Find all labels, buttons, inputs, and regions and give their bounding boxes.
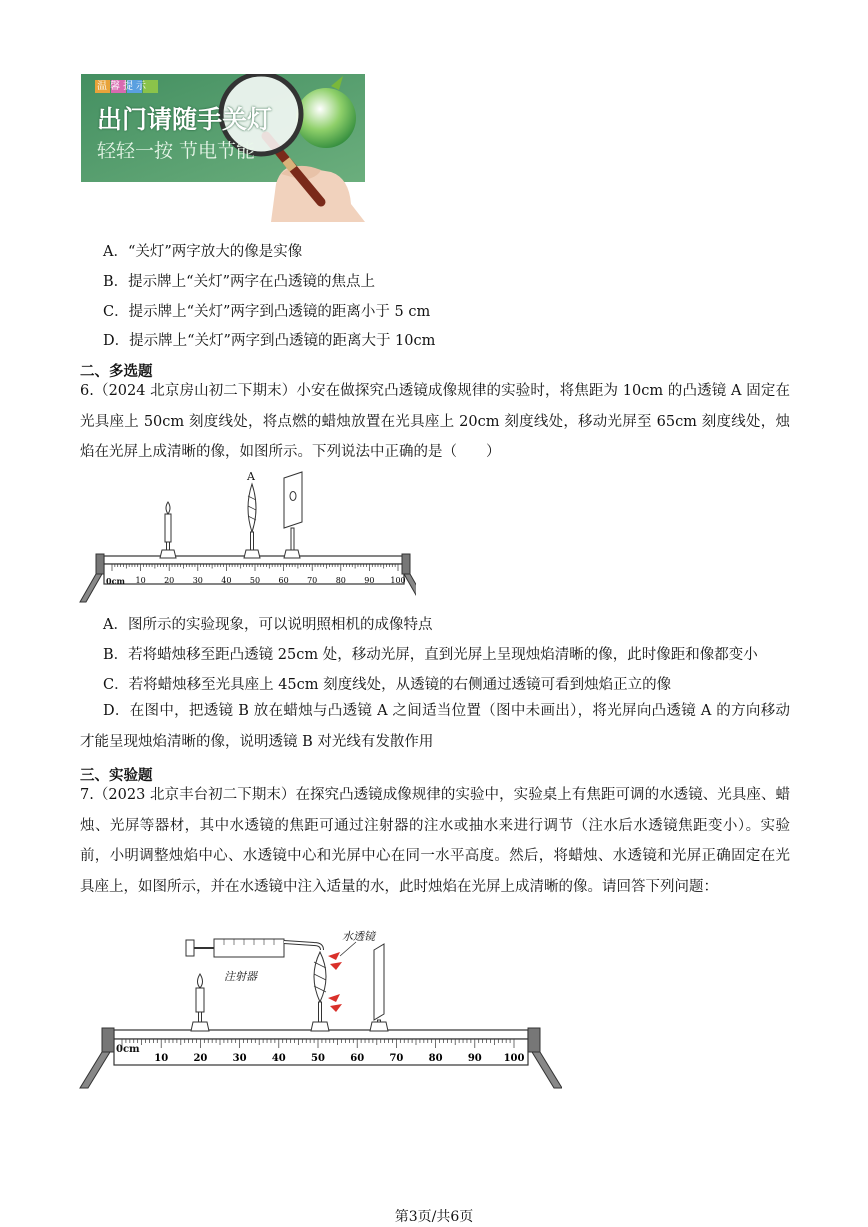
page-number: 第3页/共6页: [394, 1209, 474, 1225]
ruler-tick-label: 70: [307, 576, 318, 585]
q5-option-b: B．提示牌上“关灯”两字在凸透镜的焦点上: [103, 274, 375, 290]
q6-optical-bench-figure: [76, 466, 416, 606]
section-title-experiment: 三、实验题: [80, 768, 153, 784]
ruler-tick-label: 10: [154, 1053, 169, 1064]
poster-tag: 温馨提示: [97, 81, 149, 92]
water-lens: [311, 942, 356, 1031]
poster-image: [81, 74, 365, 222]
candle: [160, 502, 176, 558]
ruler-tick-label: 30: [232, 1053, 247, 1064]
section-title-multiple-choice: 二、多选题: [80, 364, 153, 380]
light-screen: [284, 472, 302, 558]
ruler-tick-label: 40: [221, 576, 232, 585]
ruler-tick-label: 100: [390, 576, 406, 585]
ruler-tick-label: 50: [249, 576, 261, 585]
q6-option-c: C．若将蜡烛移至光具座上 45cm 刻度线处，从透镜的右侧通过透镜可看到烛焰正立的像: [103, 677, 672, 693]
poster-line2: 轻轻一按 节电节能: [97, 140, 256, 162]
q6-option-a: A．图所示的实验现象，可以说明照相机的成像特点: [103, 617, 433, 633]
ruler-tick-label: 80: [335, 576, 346, 585]
ruler-tick-label: 20: [193, 1053, 208, 1064]
ruler-tick-label: 100: [503, 1053, 525, 1064]
ruler-tick-label: 80: [428, 1053, 443, 1064]
q7-water-lens-label: 水透镜: [342, 930, 375, 943]
q5-option-a: A．“关灯”两字放大的像是实像: [103, 244, 303, 260]
ruler-tick-label: 90: [364, 576, 375, 585]
ruler-tick-label: 90: [467, 1053, 482, 1064]
q6-ruler-start-label: 0cm: [106, 576, 125, 586]
convex-lens-a: [244, 484, 260, 558]
candle: [191, 974, 209, 1031]
ruler-tick-label: 50: [311, 1053, 325, 1064]
q7-stem: 7.（2023 北京丰台初二下期末）在探究凸透镜成像规律的实验中，实验桌上有焦距可调的水透镜、光具座、蜡烛、光屏等器材，其中水透镜的焦距可通过注射器的注水或抽水来进行调节（注水后水透镜焦距变小）。实验前，小明调整烛焰中心、水透镜中心和光屏中心在同一水平高度。然后，将蜡烛、水透镜和光屏正确固定在光具座上，如图所示，并在水透镜中注入适量的水，此时烛焰在光屏上成清晰的像。请回答下列问题：: [80, 787, 790, 895]
light-screen: [370, 944, 388, 1031]
ruler-tick-label: 70: [389, 1053, 404, 1064]
q5-option-c: C．提示牌上“关灯”两字到凸透镜的距离小于 5 cm: [103, 304, 431, 320]
q6-option-d: D．在图中，把透镜 B 放在蜡烛与凸透镜 A 之间适当位置（图中未画出），将光屏向凸透镜 A 的方向移动才能呈现烛焰清晰的像，说明透镜 B 对光线有发散作用: [80, 703, 790, 750]
ruler-tick-label: 60: [278, 576, 289, 585]
ruler-tick-label: 20: [164, 576, 175, 585]
q6-option-b: B．若将蜡烛移至距凸透镜 25cm 处，移动光屏，直到光屏上呈现烛焰清晰的像，此时像距和像都变小: [103, 647, 758, 663]
q6-lens-label: A: [247, 470, 255, 483]
q7-water-lens-figure: [78, 928, 562, 1094]
syringe: [186, 939, 322, 957]
ruler-tick-label: 40: [271, 1053, 286, 1064]
q5-option-d: D．提示牌上“关灯”两字到凸透镜的距离大于 10cm: [103, 333, 436, 349]
ruler-tick-label: 10: [135, 576, 146, 585]
q7-ruler-start-label: 0cm: [116, 1044, 140, 1055]
q7-syringe-label: 注射器: [224, 970, 257, 983]
poster-line1: 出门请随手关灯: [97, 105, 273, 134]
ruler-tick-label: 30: [192, 576, 203, 585]
ruler-tick-label: 60: [350, 1053, 365, 1064]
q6-stem: 6.（2024 北京房山初二下期末）小安在做探究凸透镜成像规律的实验时，将焦距为 10cm 的凸透镜 A 固定在光具座上 50cm 刻度线处，将点燃的蜡烛放置在光具座上 20cm 刻度线处，移动光屏至 65cm 刻度线处，烛焰在光屏上成清晰的像，如图所示。下列说法中正确的是（ ）: [80, 383, 790, 460]
